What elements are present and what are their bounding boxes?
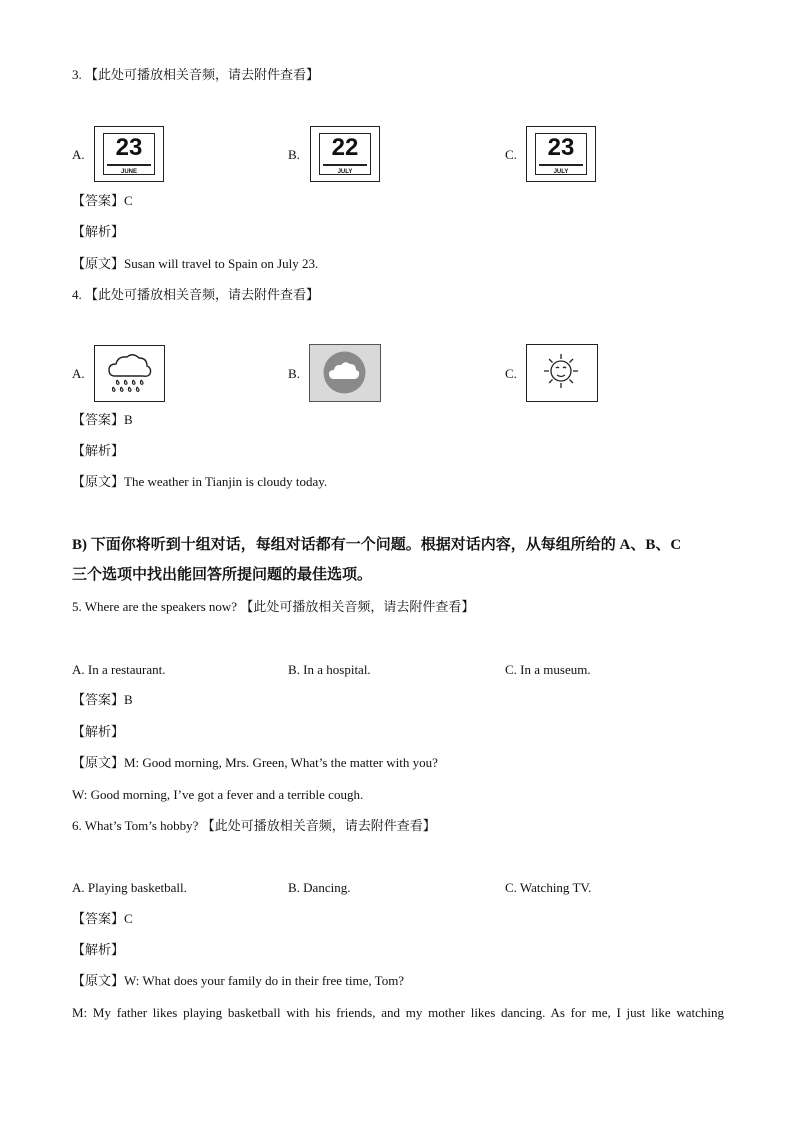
calendar-icon xyxy=(319,133,371,175)
section-b-heading-line1: B) 下面你将听到十组对话，每组对话都有一个问题。根据对话内容，从每组所给的 A、B、C xyxy=(72,537,682,553)
calendar-icon xyxy=(535,133,587,175)
section-b-heading-line2: 三个选项中找出能回答所提问题的最佳选项。 xyxy=(72,567,373,583)
rain-image[interactable] xyxy=(94,345,165,402)
calendar-june-23-image[interactable] xyxy=(94,126,164,182)
q5-prompt: 5. Where are the speakers now? 【此处可播放相关音频，请去附件查看】 xyxy=(72,599,475,614)
cloudy-icon xyxy=(310,345,379,400)
q3-option-b-letter: B. xyxy=(288,147,300,162)
rain-cloud-icon xyxy=(95,346,163,400)
q6-option-b[interactable]: B. Dancing. xyxy=(288,880,351,895)
calendar-divider xyxy=(539,164,583,166)
sun-icon xyxy=(527,345,596,400)
q4-option-a-letter: A. xyxy=(72,366,85,381)
q5-analysis: 【解析】 xyxy=(72,724,125,739)
q6-option-a[interactable]: A. Playing basketball. xyxy=(72,880,187,895)
calendar-month: JULY xyxy=(337,169,353,175)
q6-option-c[interactable]: C. Watching TV. xyxy=(505,880,592,895)
calendar-day: 23 xyxy=(547,134,575,161)
q5-answer: 【答案】B xyxy=(72,692,133,707)
calendar-divider xyxy=(107,164,151,166)
q5-option-b[interactable]: B. In a hospital. xyxy=(288,662,371,677)
calendar-divider xyxy=(323,164,367,166)
q3-option-c-letter: C. xyxy=(505,147,517,162)
q5-option-a[interactable]: A. In a restaurant. xyxy=(72,662,166,677)
q4-option-c-letter: C. xyxy=(505,366,517,381)
q3-prompt: 3. 【此处可播放相关音频，请去附件查看】 xyxy=(72,67,320,82)
sunny-image[interactable] xyxy=(526,344,598,402)
q6-transcript-line2: M: My father likes playing basketball with his friends, and my mother likes dancing. As for me, I just like watching xyxy=(72,1005,724,1020)
calendar-month: JULY xyxy=(553,169,569,175)
q3-transcript: 【原文】Susan will travel to Spain on July 23. xyxy=(72,256,319,271)
q3-option-a-letter: A. xyxy=(72,147,85,162)
q6-analysis: 【解析】 xyxy=(72,942,125,957)
q4-transcript: 【原文】The weather in Tianjin is cloudy today. xyxy=(72,474,328,489)
q4-answer: 【答案】B xyxy=(72,412,133,427)
q3-answer: 【答案】C xyxy=(72,193,133,208)
q4-prompt: 4. 【此处可播放相关音频，请去附件查看】 xyxy=(72,287,320,302)
cloudy-image[interactable] xyxy=(309,344,381,402)
q5-transcript-line2: W: Good morning, I’ve got a fever and a terrible cough. xyxy=(72,787,364,802)
calendar-july-23-image[interactable] xyxy=(526,126,596,182)
q6-prompt: 6. What’s Tom’s hobby? 【此处可播放相关音频，请去附件查看】 xyxy=(72,818,436,833)
calendar-day: 22 xyxy=(331,134,359,161)
q6-answer: 【答案】C xyxy=(72,911,133,926)
q6-transcript-line1: 【原文】W: What does your family do in their free time, Tom? xyxy=(72,973,405,988)
q5-transcript-line1: 【原文】M: Good morning, Mrs. Green, What’s the matter with you? xyxy=(72,755,438,770)
calendar-july-22-image[interactable] xyxy=(310,126,380,182)
q4-option-b-letter: B. xyxy=(288,366,300,381)
q5-option-c[interactable]: C. In a museum. xyxy=(505,662,591,677)
calendar-day: 23 xyxy=(115,134,143,161)
q4-analysis: 【解析】 xyxy=(72,443,125,458)
q3-analysis: 【解析】 xyxy=(72,224,125,239)
calendar-icon xyxy=(103,133,155,175)
calendar-month: JUNE xyxy=(120,169,137,175)
